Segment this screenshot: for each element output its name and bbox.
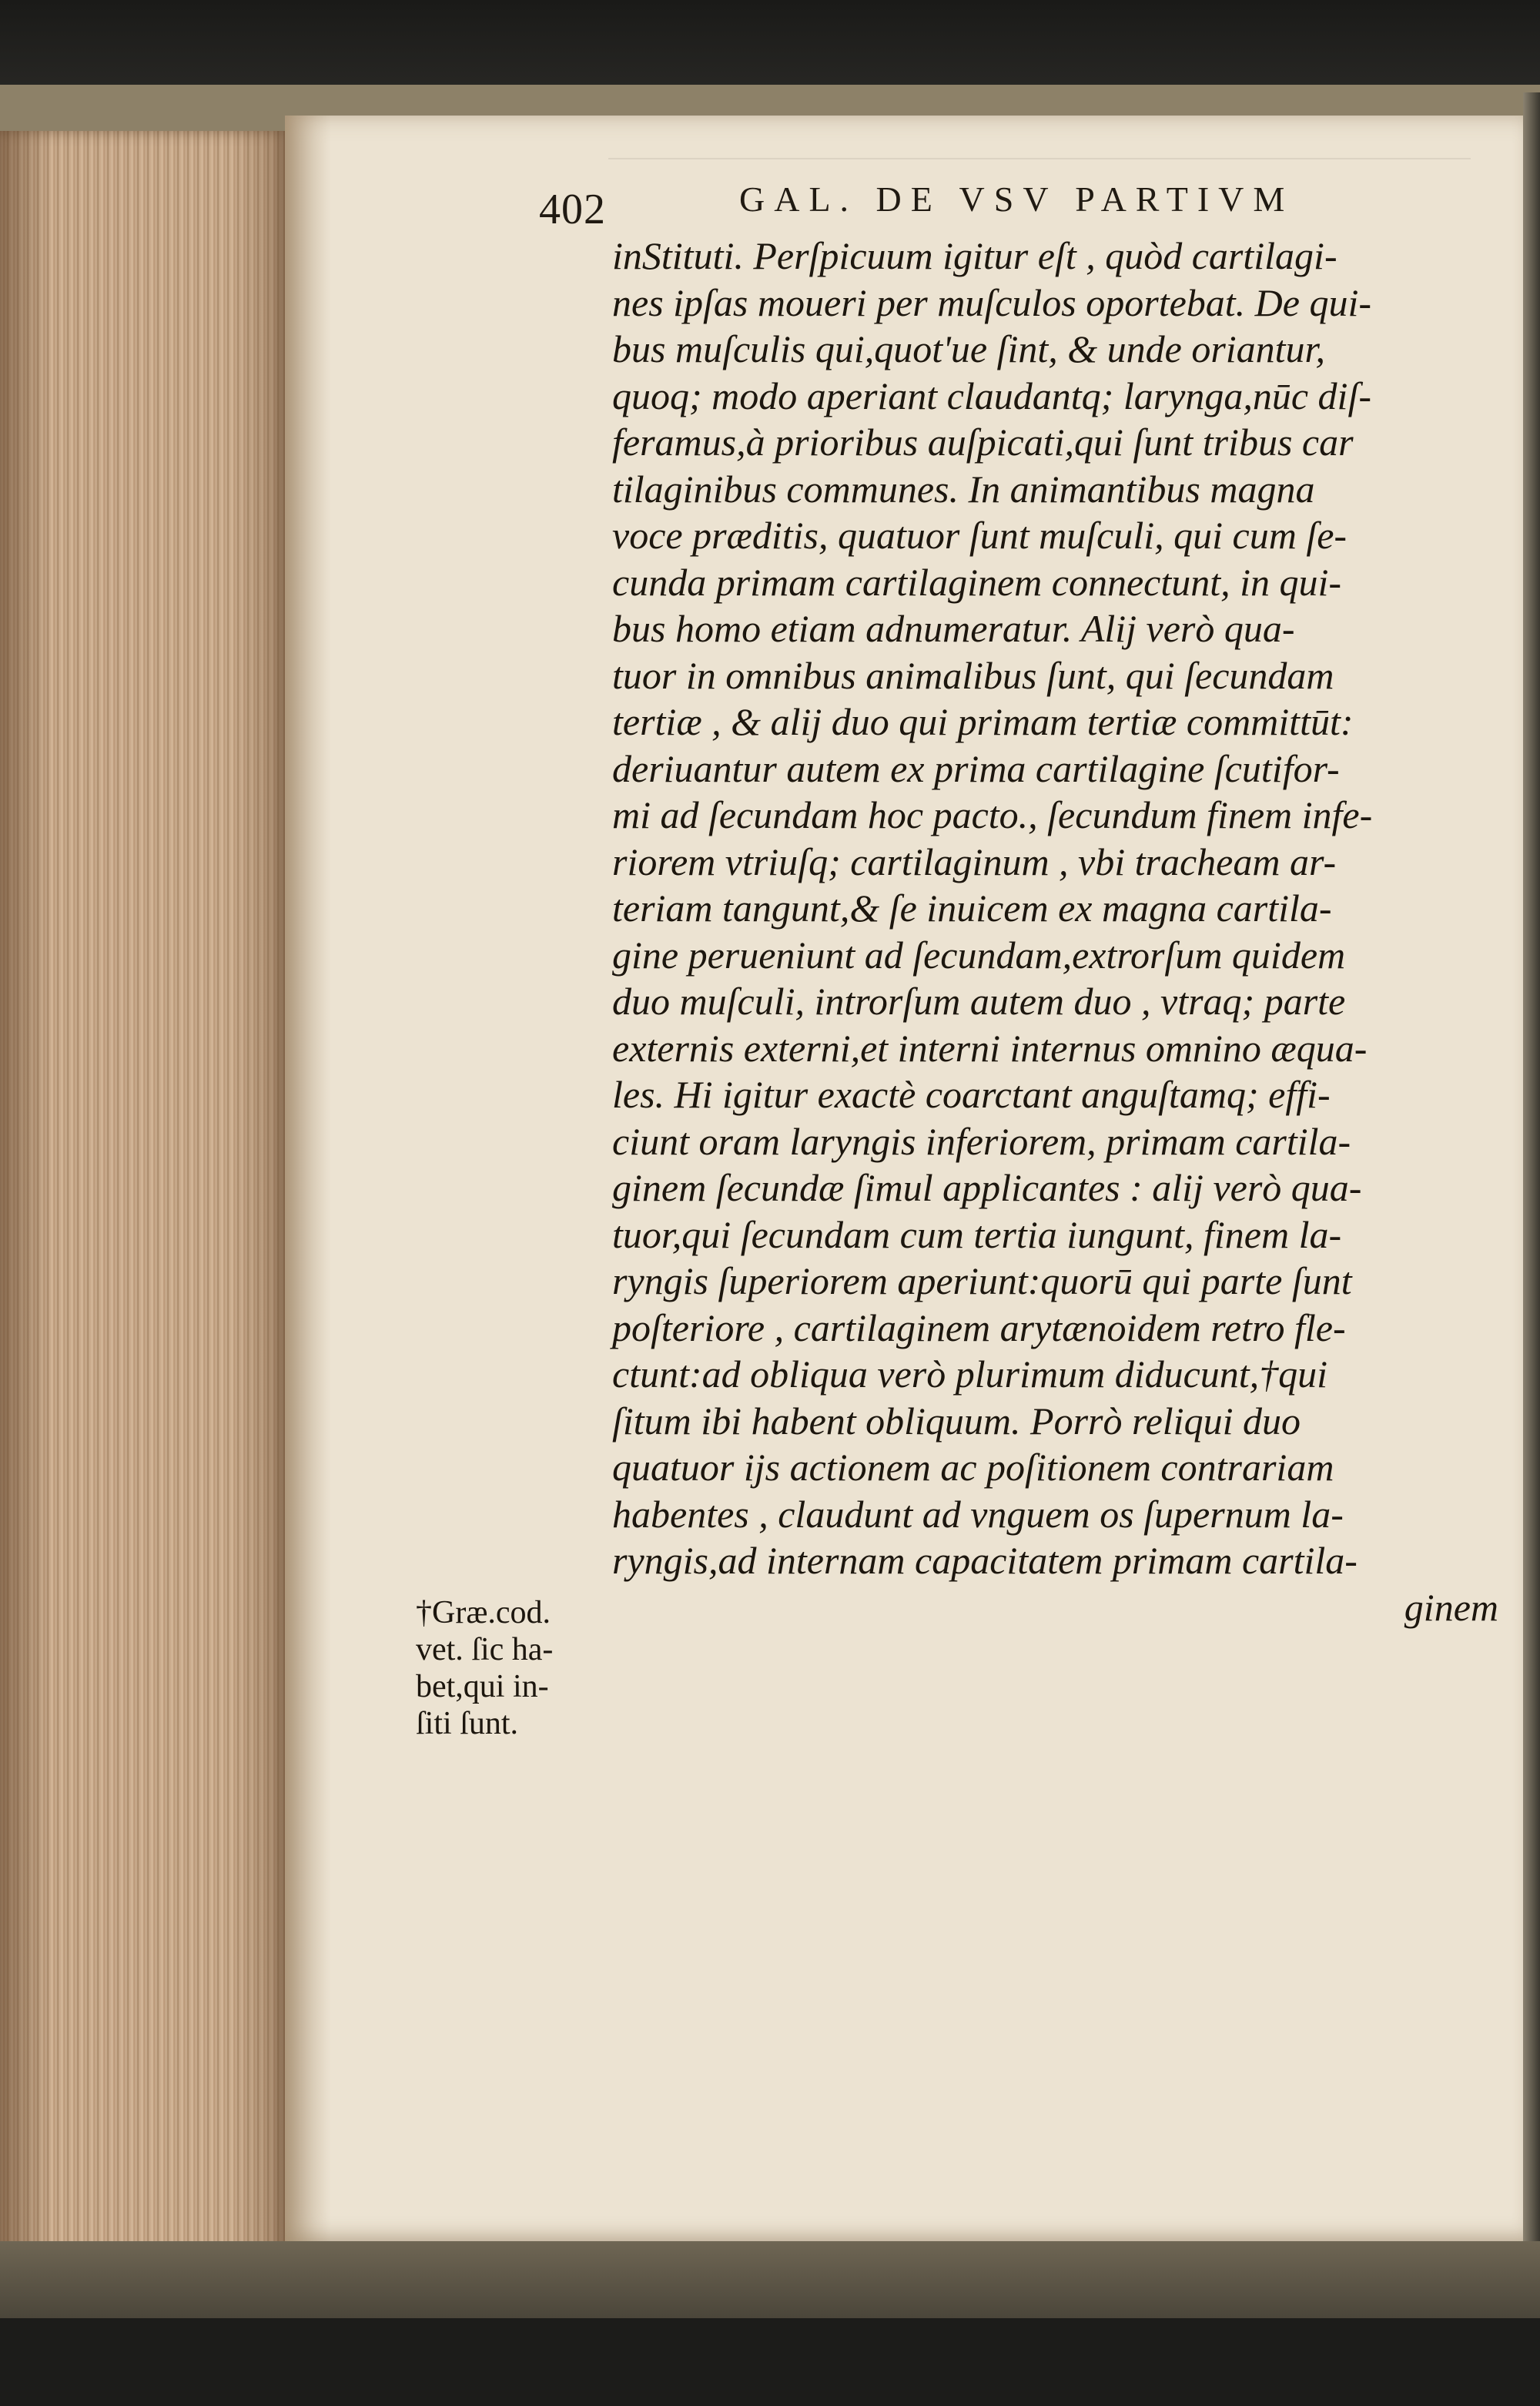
text-line: gine perueniunt ad ſecundam,extrorſum quidem: [612, 933, 1346, 977]
text-line: cunda primam cartilaginem connectunt, in qui-: [612, 560, 1342, 604]
text-line: poſteriore , cartilaginem arytænoidem retro fle-: [612, 1305, 1346, 1349]
text-line: teriam tangunt,& ſe inuicem ex magna cartila-: [612, 886, 1332, 930]
catchword: ginem: [1404, 1585, 1498, 1629]
text-line: quoq; modo aperiant claudantq; larynga,nūc diſ-: [612, 374, 1371, 417]
text-line: tertiæ , & alij duo qui primam tertiæ committūt:: [612, 700, 1354, 743]
text-line: quatuor ijs actionem ac poſitionem contrariam: [612, 1446, 1334, 1489]
text-line: les. Hi igitur exactè coarctant anguſtamq; effi-: [612, 1073, 1331, 1116]
page-number: 402: [539, 186, 606, 233]
text-line: tilaginibus communes. In animantibus magna: [612, 467, 1315, 511]
text-line: inStituti. Perſpicuum igitur eſt , quòd cartilagi-: [612, 234, 1337, 277]
text-line: nes ipſas moueri per muſculos oportebat. De qui-: [612, 280, 1372, 324]
text-line: bus homo etiam adnumeratur. Alij verò qua-: [612, 607, 1295, 650]
text-line: duo muſculi, introrſum autem duo , vtraq; parte: [612, 980, 1346, 1023]
margin-note-line: †Græ.cod.: [416, 1595, 551, 1630]
text-line: tuor in omnibus animalibus ſunt, qui ſecundam: [612, 653, 1334, 697]
text-line: voce præditis, quatuor ſunt muſculi, qui cum ſe-: [612, 514, 1348, 557]
text-line: ſitum ibi habent obliquum. Porrò reliqui duo: [612, 1399, 1301, 1443]
background-bottom: [0, 2318, 1540, 2406]
text-line: ryngis ſuperiorem aperiunt:quorū qui parte ſunt: [612, 1259, 1352, 1302]
running-head: GAL. DE VSV PARTIVM: [739, 179, 1294, 219]
margin-note-line: bet,qui in-: [416, 1669, 549, 1704]
text-line: ryngis,ad internam capacitatem primam cartila-: [612, 1539, 1358, 1582]
margin-note-line: ſiti ſunt.: [416, 1706, 519, 1741]
text-line: mi ad ſecundam hoc pacto., ſecundum finem infe-: [612, 793, 1373, 836]
text-line: deriuantur autem ex prima cartilagine ſcutifor-: [612, 746, 1340, 790]
body-text: [612, 233, 1525, 1630]
marginal-note: [416, 1594, 608, 1742]
text-line: bus muſculis qui,quot'ue ſint, & unde oriantur,: [612, 327, 1325, 370]
book-cover-bottom: [0, 2241, 1540, 2318]
text-line: externis externi,et interni internus omnino æqua-: [612, 1026, 1368, 1070]
text-line: habentes , claudunt ad vnguem os ſupernum la-: [612, 1492, 1344, 1536]
header-divider: [608, 158, 1471, 159]
text-line: ciunt oram laryngis inferiorem, primam cartila-: [612, 1119, 1351, 1163]
text-line: ginem ſecundæ ſimul applicantes : alij verò qua-: [612, 1166, 1362, 1209]
text-line: ctunt:ad obliqua verò plurimum diducunt,†qui: [612, 1352, 1328, 1396]
text-line: feramus,à prioribus auſpicati,qui ſunt tribus car: [612, 421, 1354, 464]
right-page-edge: [1523, 92, 1540, 2310]
text-line: tuor,qui ſecundam cum tertia iungunt, finem la-: [612, 1212, 1342, 1256]
text-line: riorem vtriuſq; cartilaginum , vbi tracheam ar-: [612, 839, 1337, 883]
margin-note-line: vet. ſic ha-: [416, 1632, 554, 1667]
page-edges: [0, 131, 289, 2257]
